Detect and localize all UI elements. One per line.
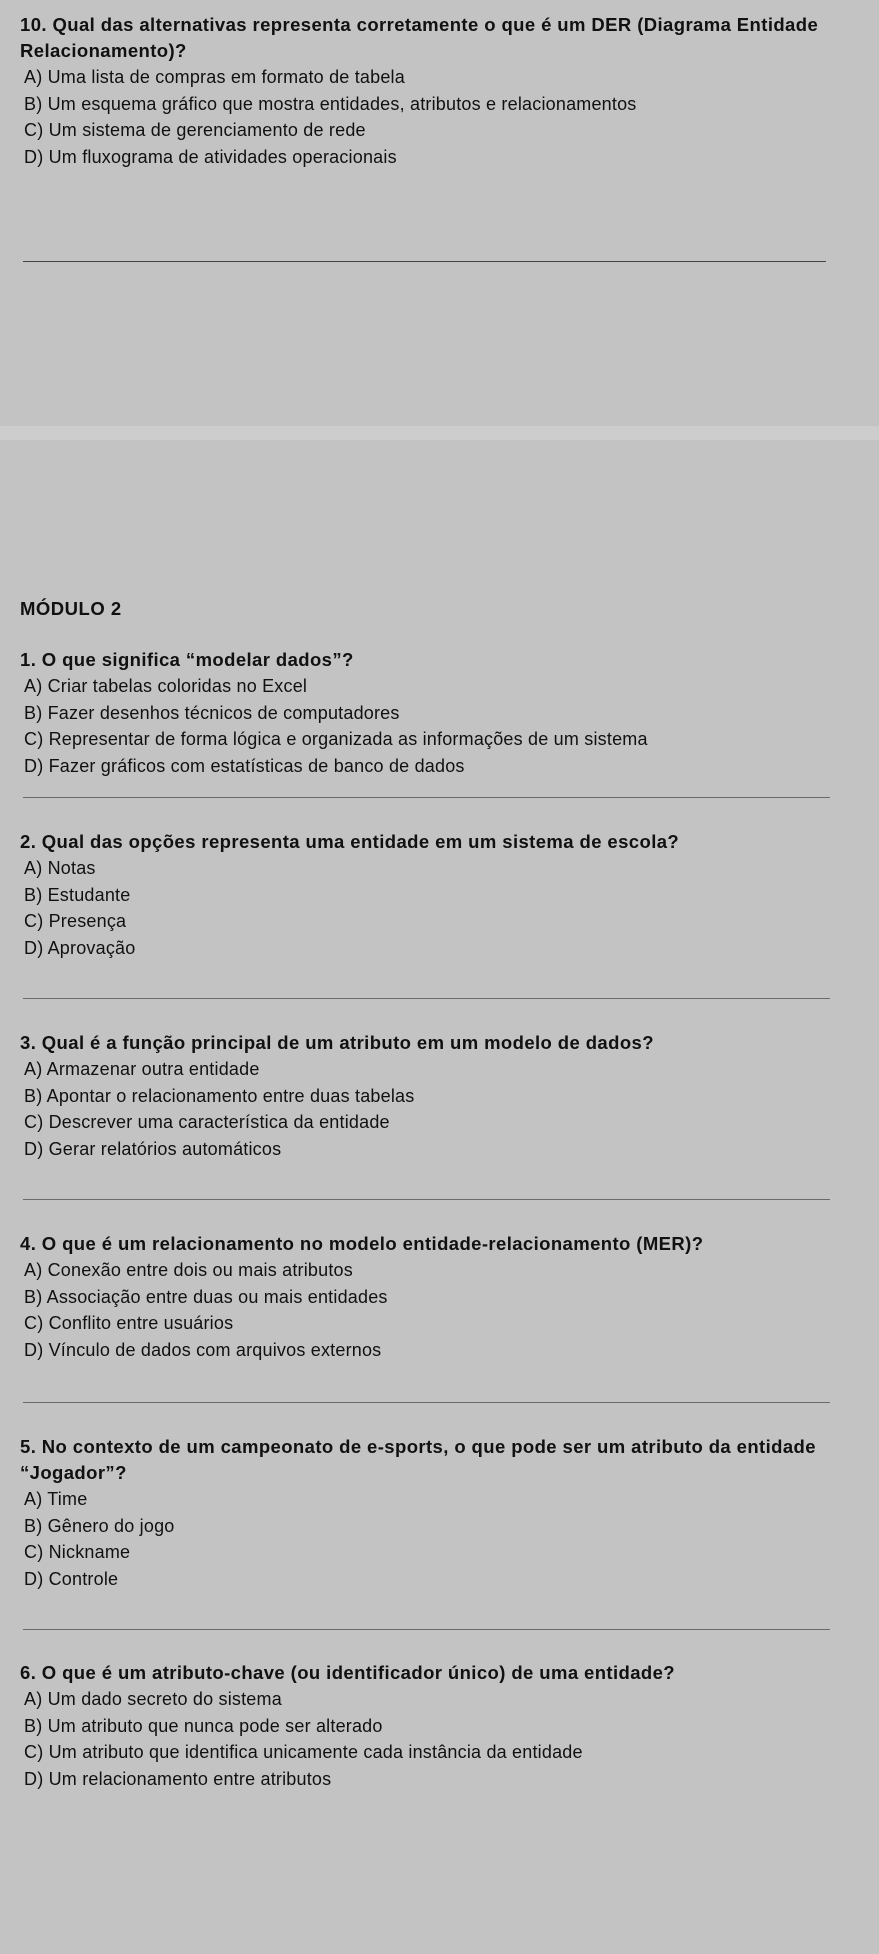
question-3-option-b: B) Apontar o relacionamento entre duas tabelas [24,1085,415,1106]
question-10-option-c: C) Um sistema de gerenciamento de rede [24,120,366,141]
question-1 [20,647,840,780]
question-1-option-d: D) Fazer gráficos com estatísticas de banco de dados [24,756,465,777]
question-6-option-a: A) Um dado secreto do sistema [24,1689,282,1709]
answer-line-q4 [23,1402,830,1403]
question-3-option-a: A) Armazenar outra entidade [24,1059,260,1079]
question-3 [20,1030,840,1163]
question-4-option-a: A) Conexão entre dois ou mais atributos [24,1260,353,1280]
question-4 [20,1231,840,1364]
question-4-option-c: C) Conflito entre usuários [24,1313,234,1334]
question-1-option-b: B) Fazer desenhos técnicos de computadores [24,702,400,723]
question-4-title: 4. O que é um relacionamento no modelo entidade-relacionamento (MER)? [20,1233,704,1254]
question-1-title: 1. O que significa “modelar dados”? [20,649,354,670]
question-2-option-c: C) Presença [24,911,127,932]
question-10-option-a: A) Uma lista de compras em formato de tabela [24,67,405,87]
question-3-title: 3. Qual é a função principal de um atributo em um modelo de dados? [20,1032,654,1053]
question-6 [20,1660,840,1793]
question-6-option-d: D) Um relacionamento entre atributos [24,1769,332,1790]
question-5 [20,1434,840,1593]
page-separator [0,426,879,440]
page-module-2 [0,440,879,1954]
question-1-option-a: A) Criar tabelas coloridas no Excel [24,676,308,696]
question-6-option-c: C) Um atributo que identifica unicamente cada instância da entidade [24,1742,583,1763]
page-previous [0,0,879,426]
answer-line-q5 [23,1629,830,1630]
question-6-option-b: B) Um atributo que nunca pode ser alterado [24,1715,383,1736]
question-1-option-c: C) Representar de forma lógica e organizada as informações de um sistema [24,729,648,750]
answer-line-q10 [23,261,826,262]
question-3-option-d: D) Gerar relatórios automáticos [24,1139,282,1160]
question-10-title: 10. Qual das alternativas representa corretamente o que é um DER (Diagrama Entidade Relacionamento)? [20,14,819,61]
question-10-option-b: B) Um esquema gráfico que mostra entidades, atributos e relacionamentos [24,93,637,114]
question-2-option-b: B) Estudante [24,884,131,905]
answer-line-q3 [23,1199,830,1200]
question-2-option-a: A) Notas [24,858,96,878]
question-5-option-b: B) Gênero do jogo [24,1515,175,1536]
question-5-option-c: C) Nickname [24,1542,131,1563]
question-2-title: 2. Qual das opções representa uma entidade em um sistema de escola? [20,831,680,852]
question-10-option-d: D) Um fluxograma de atividades operacionais [24,147,397,168]
module-title: MÓDULO 2 [20,598,122,619]
question-4-option-b: B) Associação entre duas ou mais entidades [24,1286,388,1307]
question-6-title: 6. O que é um atributo-chave (ou identificador único) de uma entidade? [20,1662,676,1683]
question-3-option-c: C) Descrever uma característica da entidade [24,1112,390,1133]
question-2-option-d: D) Aprovação [24,938,136,959]
answer-line-q1 [23,797,830,798]
question-4-option-d: D) Vínculo de dados com arquivos externos [24,1340,382,1361]
answer-line-q2 [23,998,830,999]
question-10 [20,12,840,171]
question-2 [20,829,840,962]
question-5-title: 5. No contexto de um campeonato de e-sports, o que pode ser um atributo da entidade “Jogador”? [20,1436,816,1483]
question-5-option-d: D) Controle [24,1569,119,1590]
question-5-option-a: A) Time [24,1489,88,1509]
